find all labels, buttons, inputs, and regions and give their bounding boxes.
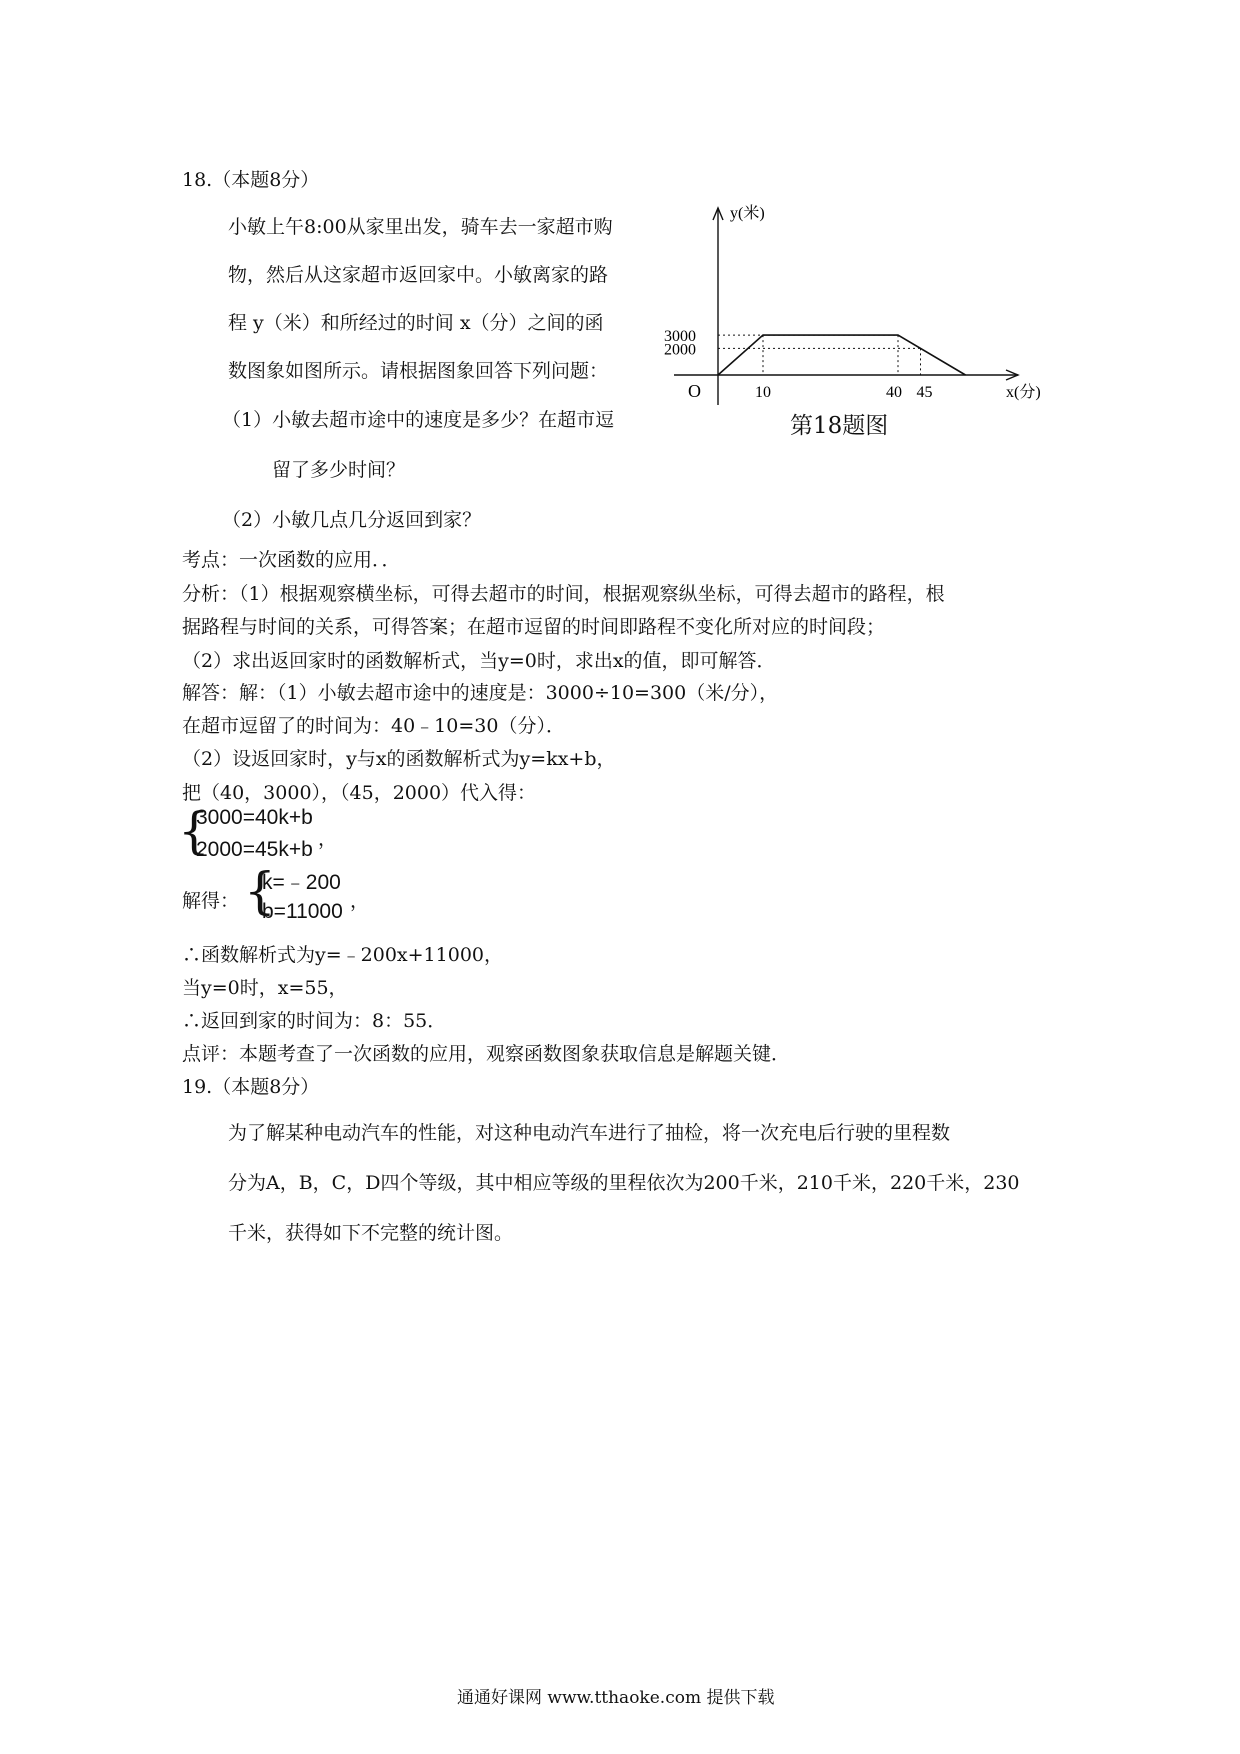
q19-heading: 19.（本题8分） xyxy=(182,1076,320,1098)
x-tick-10: 10 xyxy=(755,384,771,401)
kaodian: 考点：一次函数的应用．． xyxy=(182,549,401,571)
q19-line-2: 分为A，B，C，D四个等级，其中相应等级的里程依次为200千米，210千米，220千米，230 xyxy=(228,1172,1020,1194)
jieda-line-4: 把（40，3000），（45，2000）代入得： xyxy=(182,782,537,804)
fenxi-line-1: 分析：（1）根据观察横坐标，可得去超市的时间，根据观察纵坐标，可得去超市的路程，根 xyxy=(182,583,945,605)
left-brace-2: { xyxy=(244,862,276,920)
system2-eq2: b=11000 xyxy=(262,900,343,923)
q19-line-1: 为了解某种电动汽车的性能，对这种电动汽车进行了抽检，将一次充电后行驶的里程数 xyxy=(228,1122,951,1144)
system2-comma: ， xyxy=(350,890,370,912)
graph-area xyxy=(664,204,1041,405)
q18-intro-line-2: 物，然后从这家超市返回家中。小敏离家的路 xyxy=(228,264,609,286)
system1-eq1: 3000=40k+b xyxy=(196,806,313,829)
q18-sub1-line-1: （1）小敏去超市途中的速度是多少？在超市逗 xyxy=(222,409,615,431)
system2-eq1: k=﹣200 xyxy=(262,871,341,894)
distance-time-line xyxy=(718,335,966,375)
q18-intro-line-1: 小敏上午8:00从家里出发，骑车去一家超市购 xyxy=(228,216,613,238)
q18-sub1-line-2: 留了多少时间？ xyxy=(272,459,406,481)
y-tick-2000: 2000 xyxy=(664,341,696,359)
dianping: 点评：本题考查了一次函数的应用，观察函数图象获取信息是解题关键． xyxy=(182,1043,791,1065)
x-axis-label: x(分) xyxy=(1006,384,1041,401)
q18-intro-line-3: 程 y（米）和所经过的时间 x（分）之间的函 xyxy=(228,312,604,334)
conclusion-line-1: ∴函数解析式为y=﹣200x+11000， xyxy=(182,944,503,966)
conclusion-line-3: ∴返回到家的时间为：8：55． xyxy=(182,1010,447,1032)
system1-comma: ， xyxy=(318,828,338,850)
origin-label: O xyxy=(688,381,701,401)
x-tick-45: 45 xyxy=(916,384,933,401)
jieda-line-2: 在超市逗留了的时间为：40﹣10=30（分）． xyxy=(182,715,565,737)
fenxi-line-2: 据路程与时间的关系，可得答案；在超市逗留的时间即路程不变化所对应的时间段； xyxy=(182,616,886,638)
x-tick-40: 40 xyxy=(886,384,902,401)
q18-intro-line-4: 数图象如图所示。请根据图象回答下列问题： xyxy=(228,360,609,382)
jieda-line-3: （2）设返回家时，y与x的函数解析式为y=kx+b， xyxy=(182,748,616,770)
y-tick-3000: 3000 xyxy=(664,328,696,346)
q18-sub2: （2）小敏几点几分返回到家？ xyxy=(222,509,482,531)
footer: 通通好课网 www.tthaoke.com 提供下载 xyxy=(457,1688,775,1708)
left-brace-1: { xyxy=(178,802,210,860)
jieda-line-1: 解答：解：（1）小敏去超市途中的速度是：3000÷10=300（米/分）， xyxy=(182,682,779,704)
jiede-label: 解得： xyxy=(182,890,240,912)
q18-figure xyxy=(660,200,1070,440)
q19-line-3: 千米，获得如下不完整的统计图。 xyxy=(228,1222,514,1244)
figure-caption: 第18题图 xyxy=(790,413,889,439)
q18-heading: 18.（本题8分） xyxy=(182,169,320,191)
conclusion-line-2: 当y=0时，x=55， xyxy=(182,977,348,999)
fenxi-line-3: （2）求出返回家时的函数解析式，当y=0时，求出x的值，即可解答． xyxy=(182,650,776,672)
y-axis-label: y(米) xyxy=(730,205,765,222)
system1-eq2: 2000=45k+b xyxy=(196,838,313,861)
